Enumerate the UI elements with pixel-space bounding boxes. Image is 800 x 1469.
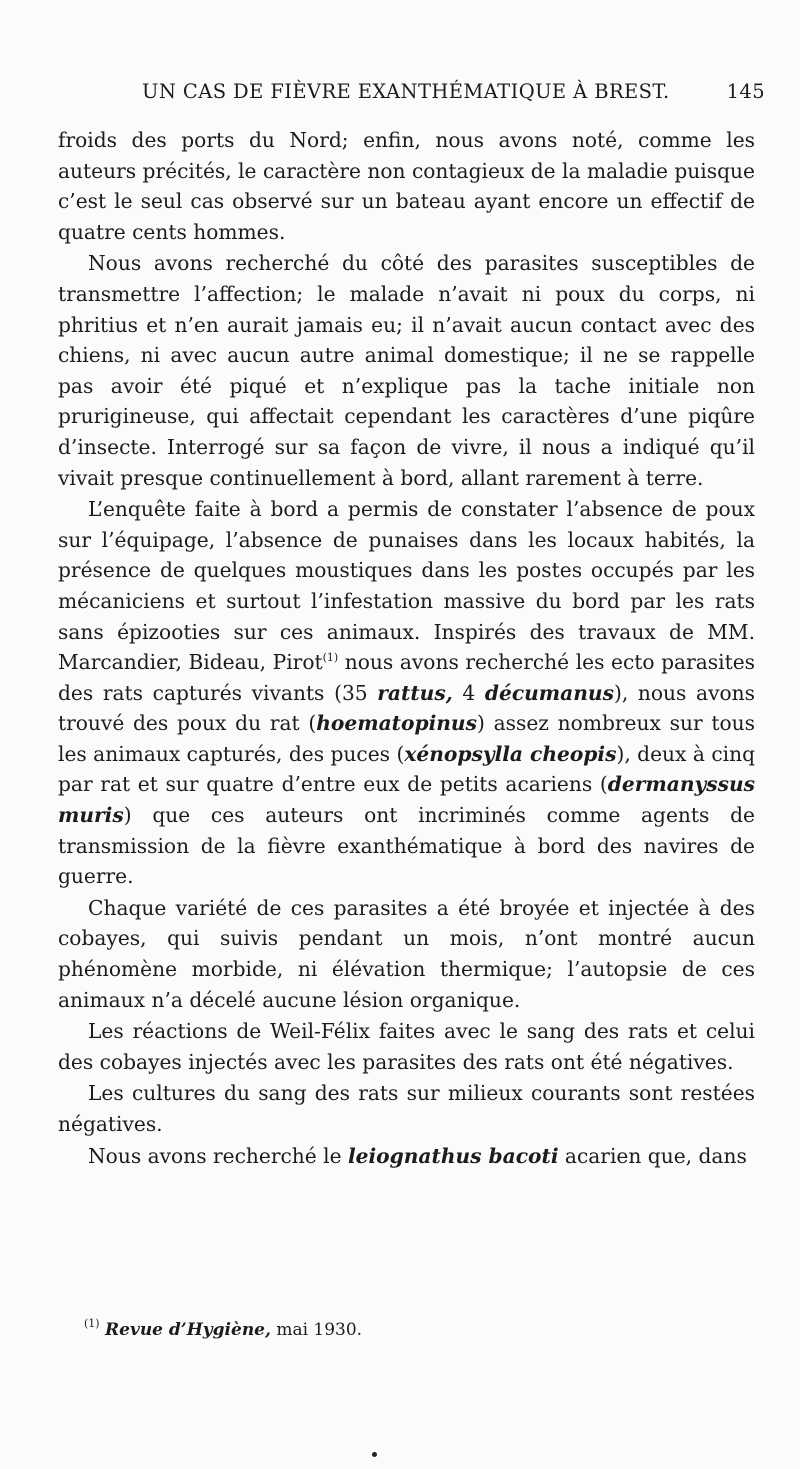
paragraph-2: Nous avons recherché du côté des parasites susceptibles de transmettre l’affection; le malade n’avait ni poux du corps, ni phritius et n’en aurait jamais eu; il n’avait aucun contact avec des chiens, ni avec aucun autre animal domestique; il ne se rappelle pas avoir été piqué et n’explique pas la tache initiale non prurigineuse, qui affectait cependant les caractères d’une piqûre d’insecte. Interrogé sur sa façon de vivre, il nous a indiqué qu’il vivait presque continuellement à bord, allant rarement à terre. [58,251,755,490]
p3-text-6: ), deux à cinq par rat et sur quatre d’entre eux de petits acariens ( [58,741,756,797]
p3-text-7: ) que ces auteurs ont incriminés comme agents de transmission de la fièvre exanthématique à bord des navires de guerre. [58,803,755,889]
running-header [142,80,767,114]
footnote-date: mai 1930. [270,1320,363,1340]
species-decumanus: décumanus [484,680,614,705]
p7-text-2: acarien que, dans [558,1143,747,1168]
p3-text-3: 4 [452,680,485,705]
p3-text-1: L’enquête faite à bord a permis de constater l’absence de poux sur l’équipage, l’absence de punaises dans les locaux habités, la présence de quelques moustiques dans les postes occupés par les mécaniciens et surtout l’infestation massive du bord par les rats sans épizooties sur ces animaux. Inspirés des travaux de MM. Marcandier, Bideau, Pirot [58,497,755,675]
paragraph-6: Les cultures du sang des rats sur milieux courants sont restées négatives. [58,1081,755,1136]
paragraph-7 [58,1141,755,1172]
species-leiognathus: leiognathus bacoti [347,1143,559,1168]
paragraph-3 [58,494,755,892]
footnote [84,1318,744,1342]
running-title: UN CAS DE FIÈVRE EXANTHÉMATIQUE À BREST. [142,80,670,103]
p3-text-2: nous avons recherché les ecto parasites des rats capturés vivants (35 [58,650,755,705]
footnote-reference: (1) [322,651,339,665]
body-text [58,125,755,1171]
print-speck [372,1452,377,1457]
p7-text-1: Nous avons recherché le [88,1143,348,1168]
paragraph-1: froids des ports du Nord; enfin, nous avons noté, comme les auteurs précités, le caractère non contagieux de la maladie puisque c’est le seul cas observé sur un bateau ayant encore un effectif de quatre cents hommes. [58,128,755,244]
species-dermanyssus: dermanyssus muris [58,772,755,828]
page-number: 145 [726,80,765,103]
species-rattus: rattus, [377,680,453,705]
footnote-marker: (1) [84,1317,100,1330]
p3-text-4: ), nous avons trouvé des poux du rat ( [58,680,756,736]
species-xenopsylla: xénopsylla cheopis [404,741,617,766]
paragraph-5: Les réactions de Weil-Félix faites avec le sang des rats et celui des cobayes injectés avec les parasites des rats ont été négatives. [58,1019,755,1074]
paragraph-4: Chaque variété de ces parasites a été broyée et injectée à des cobayes, qui suivis pendant un mois, n’ont montré aucun phénomène morbide, ni élévation thermique; l’autopsie de ces animaux n’a décelé aucune lésion organique. [58,895,755,1012]
species-hoematopinus: hoematopinus [316,711,477,736]
footnote-source: Revue d’Hygiène, [105,1320,271,1340]
p3-text-5: ) assez nombreux sur tous les animaux capturés, des puces ( [58,711,755,766]
